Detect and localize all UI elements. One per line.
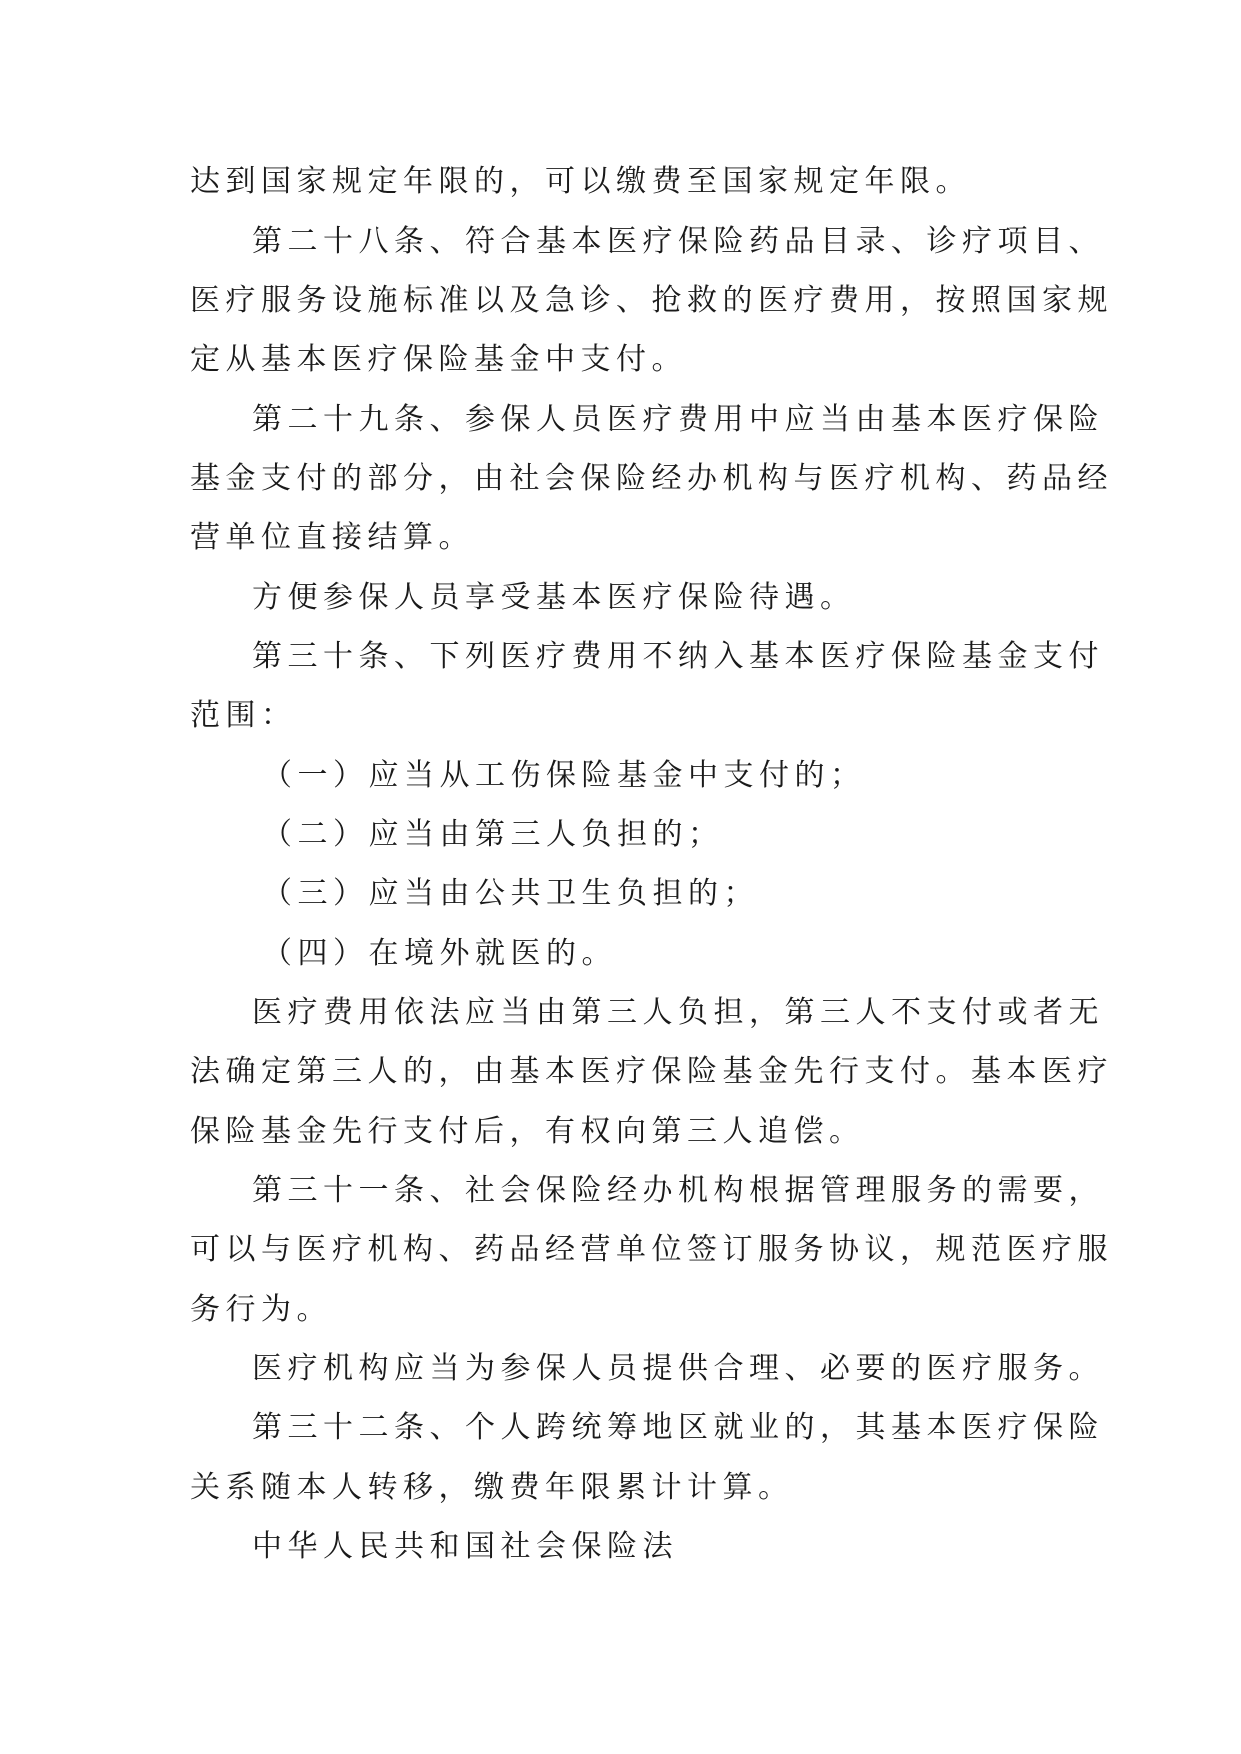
text-line-23: 关系随本人转移，缴费年限累计计算。 [190,1470,794,1505]
text-line-19: 可以与医疗机构、药品经营单位签订服务协议，规范医疗服 [190,1232,1113,1267]
text-line-16: 法确定第三人的，由基本医疗保险基金先行支付。基本医疗 [190,1054,1113,1089]
text-line-7: 营单位直接结算。 [190,520,474,555]
text-line-21: 医疗机构应当为参保人员提供合理、必要的医疗服务。 [252,1351,1104,1386]
text-line-2: 第二十八条、符合基本医疗保险药品目录、诊疗项目、 [252,224,1104,259]
text-line-14: （四）在境外就医的。 [262,936,617,971]
text-line-6: 基金支付的部分，由社会保险经办机构与医疗机构、药品经 [190,461,1113,496]
text-line-13: （三）应当由公共卫生负担的； [262,876,759,911]
text-line-18: 第三十一条、社会保险经办机构根据管理服务的需要， [252,1173,1104,1208]
text-line-8: 方便参保人员享受基本医疗保险待遇。 [252,580,856,615]
text-line-11: （一）应当从工伤保险基金中支付的； [262,758,866,793]
text-line-3: 医疗服务设施标准以及急诊、抢救的医疗费用，按照国家规 [190,283,1113,318]
text-line-1: 达到国家规定年限的，可以缴费至国家规定年限。 [190,164,971,199]
text-line-12: （二）应当由第三人负担的； [262,817,724,852]
text-line-15: 医疗费用依法应当由第三人负担，第三人不支付或者无 [252,995,1104,1030]
text-line-17: 保险基金先行支付后，有权向第三人追偿。 [190,1114,865,1149]
text-line-5: 第二十九条、参保人员医疗费用中应当由基本医疗保险 [252,402,1104,437]
text-line-22: 第三十二条、个人跨统筹地区就业的，其基本医疗保险 [252,1410,1104,1445]
text-line-9: 第三十条、下列医疗费用不纳入基本医疗保险基金支付 [252,639,1104,674]
text-line-10: 范围： [190,698,297,733]
text-line-24: 中华人民共和国社会保险法 [252,1529,678,1564]
text-line-20: 务行为。 [190,1292,332,1327]
text-line-4: 定从基本医疗保险基金中支付。 [190,342,687,377]
